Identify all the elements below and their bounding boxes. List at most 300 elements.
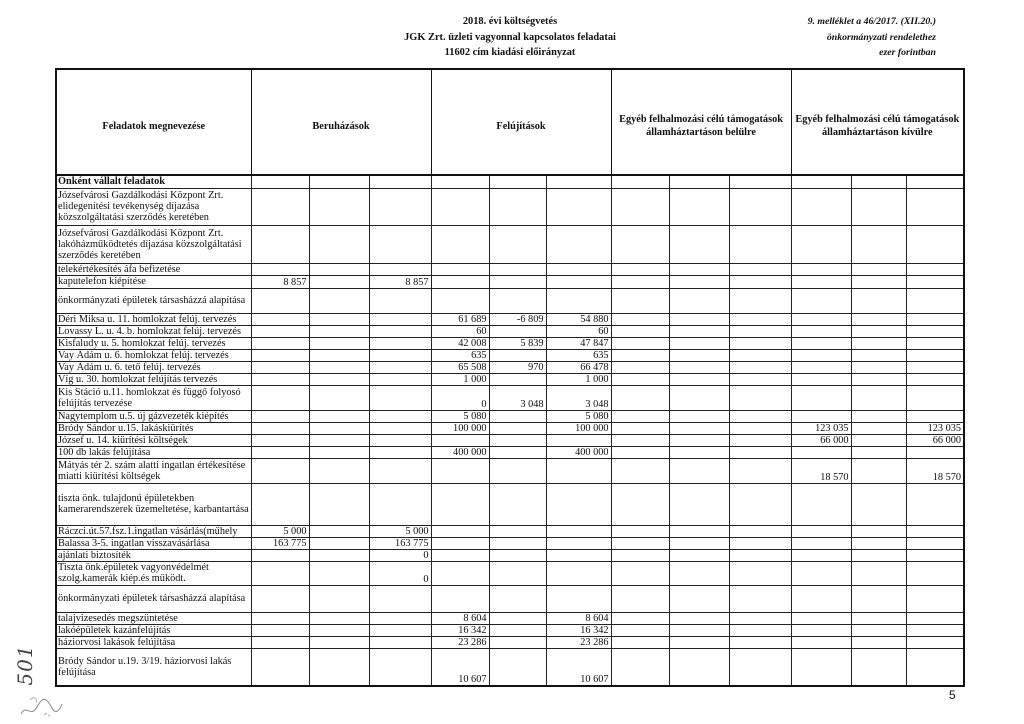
amount-cell <box>906 313 964 325</box>
amount-cell <box>791 561 851 585</box>
amount-cell <box>309 561 369 585</box>
amount-cell <box>251 612 309 624</box>
amount-cell <box>309 188 369 225</box>
table-row <box>56 483 964 525</box>
amount-cell <box>251 361 309 373</box>
amount-cell <box>906 373 964 385</box>
amount-cell <box>546 175 611 188</box>
amount-cell <box>906 188 964 225</box>
amount-cell <box>906 561 964 585</box>
task-name-line: Déri Miksa u. 11. homlokzat felúj. tervezés <box>58 313 237 325</box>
amount-cell <box>669 549 729 561</box>
table-row <box>56 337 964 349</box>
amount-cell <box>251 446 309 458</box>
amount-cell <box>729 385 791 410</box>
task-name-cell <box>56 612 251 624</box>
amount-cell <box>906 325 964 337</box>
amount-cell <box>309 624 369 636</box>
amount-cell <box>546 225 611 263</box>
amount-cell <box>546 483 611 525</box>
amount-cell: 5 000 <box>251 525 309 537</box>
task-name-cell <box>56 434 251 446</box>
amount-cell <box>251 422 309 434</box>
signature-stroke <box>21 699 62 714</box>
amount-cell <box>791 373 851 385</box>
amount-cell <box>611 561 669 585</box>
task-name-line: Önként vállalt feladatok <box>58 176 165 188</box>
document-title <box>310 14 710 61</box>
column-header-grants-outside <box>791 69 964 175</box>
column-header-label: Egyéb felhalmozási célú támogatások <box>795 114 960 125</box>
table-row <box>56 636 964 648</box>
amount-cell <box>251 225 309 263</box>
task-name-line: Vay Ádám u. 6. homlokzat felúj. tervezés <box>58 349 229 361</box>
amount-cell <box>369 175 431 188</box>
table-row <box>56 373 964 385</box>
amount-cell <box>851 458 906 483</box>
amount-cell <box>906 385 964 410</box>
task-name-line: felújítása <box>58 666 96 678</box>
amount-cell <box>851 175 906 188</box>
amount-cell <box>611 288 669 313</box>
amount-cell <box>791 337 851 349</box>
amount-cell <box>906 175 964 188</box>
amount-cell <box>729 624 791 636</box>
task-name-line: Nagytemplom u.5. új gázvezeték kiépítés <box>58 410 229 422</box>
amount-cell <box>669 458 729 483</box>
amount-cell <box>251 585 309 612</box>
amount-cell: 0 <box>369 549 431 561</box>
handwritten-page-note: 501 <box>13 644 37 686</box>
amount-cell <box>489 525 546 537</box>
amount-cell <box>669 483 729 525</box>
amount-cell <box>369 349 431 361</box>
amount-cell <box>489 549 546 561</box>
task-name-cell <box>56 585 251 612</box>
task-name-line: önkormányzati épületek társasházzá alapítása <box>58 593 246 604</box>
table-row <box>56 648 964 686</box>
amount-cell <box>729 325 791 337</box>
task-name-line: Víg u. 30. homlokzat felújítás tervezés <box>58 373 218 385</box>
amount-cell <box>791 275 851 288</box>
amount-cell <box>611 585 669 612</box>
task-name-cell <box>56 349 251 361</box>
amount-cell <box>791 537 851 549</box>
amount-cell: 1 000 <box>546 373 611 385</box>
amount-cell <box>251 175 309 188</box>
task-name-cell <box>56 275 251 288</box>
amount-cell: 16 342 <box>431 624 489 636</box>
unit-note: ezer forintban <box>879 47 936 58</box>
amount-cell <box>489 446 546 458</box>
amount-cell <box>729 188 791 225</box>
task-name-line: miatti kiürítési költségek <box>58 470 161 482</box>
table-row <box>56 275 964 288</box>
amount-cell <box>431 525 489 537</box>
amount-cell <box>489 636 546 648</box>
amount-cell <box>309 585 369 612</box>
amount-cell <box>431 549 489 561</box>
amount-cell <box>669 373 729 385</box>
task-name-cell <box>56 422 251 434</box>
amount-cell: 66 000 <box>791 434 851 446</box>
task-name-line: Tiszta önk.épületek vagyonvédelmét <box>58 562 209 573</box>
table-row <box>56 288 964 313</box>
amount-cell <box>369 263 431 275</box>
amount-cell <box>791 483 851 525</box>
task-name-cell <box>56 288 251 313</box>
amount-cell <box>729 410 791 422</box>
amount-cell <box>309 612 369 624</box>
column-header-renovations <box>431 69 611 175</box>
amount-cell <box>611 313 669 325</box>
amount-cell <box>906 446 964 458</box>
amount-cell <box>251 483 309 525</box>
amount-cell <box>669 624 729 636</box>
amount-cell <box>251 349 309 361</box>
task-name-cell <box>56 225 251 263</box>
task-name-cell <box>56 483 251 525</box>
amount-cell <box>851 275 906 288</box>
amount-cell <box>251 561 309 585</box>
amount-cell <box>729 585 791 612</box>
amount-cell <box>546 275 611 288</box>
amount-cell: 5 080 <box>431 410 489 422</box>
amount-cell <box>611 337 669 349</box>
amount-cell <box>729 422 791 434</box>
amount-cell <box>489 188 546 225</box>
amount-cell <box>251 549 309 561</box>
amount-cell <box>906 525 964 537</box>
amount-cell <box>851 188 906 225</box>
amount-cell <box>791 549 851 561</box>
task-name-line: Kisfaludy u. 5. homlokzat felúj. tervezés <box>58 337 226 349</box>
amount-cell <box>489 483 546 525</box>
amount-cell <box>669 275 729 288</box>
amount-cell: 8 604 <box>546 612 611 624</box>
amount-cell <box>369 410 431 422</box>
amount-cell <box>431 263 489 275</box>
column-header-label: államháztartáson belülre <box>646 127 756 138</box>
appropriation-title: 11602 cím kiadási előirányzat <box>444 47 576 58</box>
amount-cell <box>251 263 309 275</box>
amount-cell <box>489 537 546 549</box>
amount-cell <box>251 410 309 422</box>
budget-year-title: 2018. évi költségvetés <box>462 16 558 27</box>
table-row <box>56 549 964 561</box>
amount-cell <box>791 585 851 612</box>
task-name-line: elidegenítési tevékenység díjazása <box>58 201 200 212</box>
amount-cell <box>611 446 669 458</box>
amount-cell <box>489 434 546 446</box>
amount-cell <box>431 561 489 585</box>
amount-cell: 47 847 <box>546 337 611 349</box>
amount-cell <box>251 373 309 385</box>
amount-cell <box>669 537 729 549</box>
amount-cell <box>489 612 546 624</box>
amount-cell: 400 000 <box>431 446 489 458</box>
annex-number: 9. melléklet a 46/2017. (XII.20.) <box>807 16 936 27</box>
amount-cell <box>611 275 669 288</box>
amount-cell <box>489 225 546 263</box>
amount-cell <box>489 410 546 422</box>
amount-cell <box>791 648 851 686</box>
amount-cell <box>611 188 669 225</box>
amount-cell <box>309 288 369 313</box>
amount-cell: 163 775 <box>369 537 431 549</box>
table-row <box>56 612 964 624</box>
amount-cell <box>729 373 791 385</box>
header-row <box>56 69 964 175</box>
amount-cell <box>729 361 791 373</box>
amount-cell <box>851 585 906 612</box>
task-name-line: Bródy Sándor u.19. 3/19. háziorvosi lakás <box>58 655 232 667</box>
amount-cell <box>729 446 791 458</box>
table-row <box>56 410 964 422</box>
amount-cell <box>489 458 546 483</box>
task-name-line: lakóházműködtetés díjazása közszolgáltatási <box>58 238 242 250</box>
amount-cell <box>791 225 851 263</box>
table-row <box>56 361 964 373</box>
amount-cell <box>309 434 369 446</box>
task-name-cell <box>56 458 251 483</box>
task-name-line: tiszta önk. tulajdonú épületekben <box>58 493 195 504</box>
column-header-label: Egyéb felhalmozási célú támogatások <box>619 114 783 125</box>
task-name-line: talajvizesedés megszüntetése <box>58 612 178 624</box>
signature-scribble <box>18 692 64 720</box>
amount-cell <box>611 410 669 422</box>
amount-cell <box>611 175 669 188</box>
amount-cell <box>251 325 309 337</box>
amount-cell <box>851 636 906 648</box>
amount-cell <box>546 188 611 225</box>
task-name-cell <box>56 263 251 275</box>
amount-cell <box>906 361 964 373</box>
task-name-cell <box>56 549 251 561</box>
amount-cell: 42 008 <box>431 337 489 349</box>
amount-cell <box>729 525 791 537</box>
amount-cell <box>611 373 669 385</box>
amount-cell: 123 035 <box>906 422 964 434</box>
amount-cell <box>669 525 729 537</box>
amount-cell: 10 607 <box>431 648 489 686</box>
amount-cell <box>669 175 729 188</box>
amount-cell: 635 <box>546 349 611 361</box>
amount-cell <box>729 337 791 349</box>
amount-cell <box>906 612 964 624</box>
amount-cell <box>851 561 906 585</box>
amount-cell <box>489 325 546 337</box>
amount-cell <box>729 648 791 686</box>
task-name-line: kamerarendszerek üzemeltetése, karbantartása <box>58 504 249 515</box>
amount-cell <box>431 585 489 612</box>
amount-cell <box>851 325 906 337</box>
amount-cell <box>791 325 851 337</box>
amount-cell <box>431 537 489 549</box>
amount-cell <box>611 458 669 483</box>
amount-cell <box>906 337 964 349</box>
amount-cell <box>309 373 369 385</box>
amount-cell <box>251 288 309 313</box>
amount-cell <box>546 561 611 585</box>
amount-cell <box>851 434 906 446</box>
amount-cell <box>791 188 851 225</box>
amount-cell <box>851 525 906 537</box>
task-name-cell <box>56 175 251 188</box>
amount-cell <box>669 422 729 434</box>
amount-cell <box>546 585 611 612</box>
amount-cell <box>309 458 369 483</box>
amount-cell <box>851 624 906 636</box>
amount-cell <box>489 422 546 434</box>
amount-cell: 8 604 <box>431 612 489 624</box>
task-name-line: 100 db lakás felújítása <box>58 446 151 458</box>
amount-cell <box>669 410 729 422</box>
amount-cell <box>851 549 906 561</box>
amount-cell <box>309 446 369 458</box>
amount-cell <box>611 648 669 686</box>
task-name-line: Ráczci.út.57.fsz.1.ingatlan vásárlás(műhely <box>58 525 238 537</box>
amount-cell <box>489 373 546 385</box>
amount-cell <box>906 225 964 263</box>
amount-cell <box>489 624 546 636</box>
amount-cell <box>489 648 546 686</box>
amount-cell <box>906 288 964 313</box>
amount-cell <box>851 288 906 313</box>
amount-cell: 18 570 <box>791 458 851 483</box>
task-name-cell <box>56 561 251 585</box>
task-name-cell <box>56 188 251 225</box>
amount-cell <box>309 385 369 410</box>
task-name-line: szerződés keretében <box>58 249 141 261</box>
table-row <box>56 458 964 483</box>
amount-cell: 123 035 <box>791 422 851 434</box>
amount-cell <box>431 483 489 525</box>
amount-cell <box>489 349 546 361</box>
task-name-line: telekértékesítés áfa befizetése <box>58 263 181 275</box>
table-row <box>56 422 964 434</box>
amount-cell <box>431 458 489 483</box>
amount-cell: 100 000 <box>431 422 489 434</box>
amount-cell <box>369 483 431 525</box>
amount-cell <box>906 410 964 422</box>
amount-cell <box>369 325 431 337</box>
amount-cell <box>369 648 431 686</box>
amount-cell: 60 <box>546 325 611 337</box>
amount-cell <box>851 313 906 325</box>
amount-cell <box>791 410 851 422</box>
amount-cell: 163 775 <box>251 537 309 549</box>
task-name-line: Bródy Sándor u.15. lakáskiürítés <box>58 422 194 434</box>
amount-cell <box>489 275 546 288</box>
amount-cell <box>309 537 369 549</box>
amount-cell <box>669 636 729 648</box>
amount-cell: 400 000 <box>546 446 611 458</box>
amount-cell <box>489 288 546 313</box>
task-name-cell <box>56 361 251 373</box>
amount-cell <box>791 349 851 361</box>
amount-cell: 54 880 <box>546 313 611 325</box>
amount-cell <box>369 188 431 225</box>
amount-cell <box>669 648 729 686</box>
amount-cell <box>369 385 431 410</box>
table-row <box>56 349 964 361</box>
table-row <box>56 537 964 549</box>
amount-cell <box>729 537 791 549</box>
table-row <box>56 434 964 446</box>
amount-cell <box>611 263 669 275</box>
amount-cell <box>611 537 669 549</box>
amount-cell <box>611 385 669 410</box>
amount-cell: 66 000 <box>906 434 964 446</box>
amount-cell <box>791 624 851 636</box>
amount-cell <box>669 313 729 325</box>
amount-cell: 66 478 <box>546 361 611 373</box>
amount-cell <box>309 361 369 373</box>
amount-cell <box>431 188 489 225</box>
task-name-line: József u. 14. kiürítési költségek <box>58 434 188 446</box>
amount-cell: 5 080 <box>546 410 611 422</box>
amount-cell <box>851 483 906 525</box>
amount-cell <box>729 434 791 446</box>
amount-cell <box>791 313 851 325</box>
amount-cell <box>906 263 964 275</box>
amount-cell <box>251 434 309 446</box>
task-name-cell <box>56 525 251 537</box>
amount-cell <box>251 313 309 325</box>
amount-cell <box>546 434 611 446</box>
amount-cell <box>729 612 791 624</box>
amount-cell <box>611 483 669 525</box>
amount-cell <box>369 434 431 446</box>
amount-cell <box>309 422 369 434</box>
amount-cell <box>251 458 309 483</box>
amount-cell <box>546 458 611 483</box>
task-name-cell <box>56 385 251 410</box>
amount-cell <box>851 373 906 385</box>
amount-cell <box>431 225 489 263</box>
task-name-cell <box>56 325 251 337</box>
task-name-line: lakóépületek kazánfelújítás <box>58 624 171 636</box>
table-body <box>56 175 964 686</box>
amount-cell <box>546 263 611 275</box>
table-header <box>56 69 964 175</box>
amount-cell <box>611 225 669 263</box>
amount-cell: 3 048 <box>546 385 611 410</box>
column-header-label: Felújítások <box>496 120 546 132</box>
amount-cell <box>489 585 546 612</box>
amount-cell <box>369 612 431 624</box>
amount-cell <box>669 434 729 446</box>
amount-cell <box>251 337 309 349</box>
task-name-cell <box>56 410 251 422</box>
amount-cell <box>309 483 369 525</box>
table-row <box>56 525 964 537</box>
amount-cell <box>729 349 791 361</box>
amount-cell <box>851 385 906 410</box>
task-name-line: szolg.kamerák kiép.és működt. <box>58 573 186 584</box>
amount-cell <box>851 337 906 349</box>
amount-cell <box>791 288 851 313</box>
amount-cell: 970 <box>489 361 546 373</box>
task-name-cell <box>56 624 251 636</box>
amount-cell <box>611 525 669 537</box>
company-tasks-title: JGK Zrt. üzleti vagyonnal kapcsolatos feladatai <box>404 31 616 43</box>
amount-cell <box>309 275 369 288</box>
amount-cell <box>489 263 546 275</box>
amount-cell <box>906 624 964 636</box>
amount-cell <box>309 225 369 263</box>
